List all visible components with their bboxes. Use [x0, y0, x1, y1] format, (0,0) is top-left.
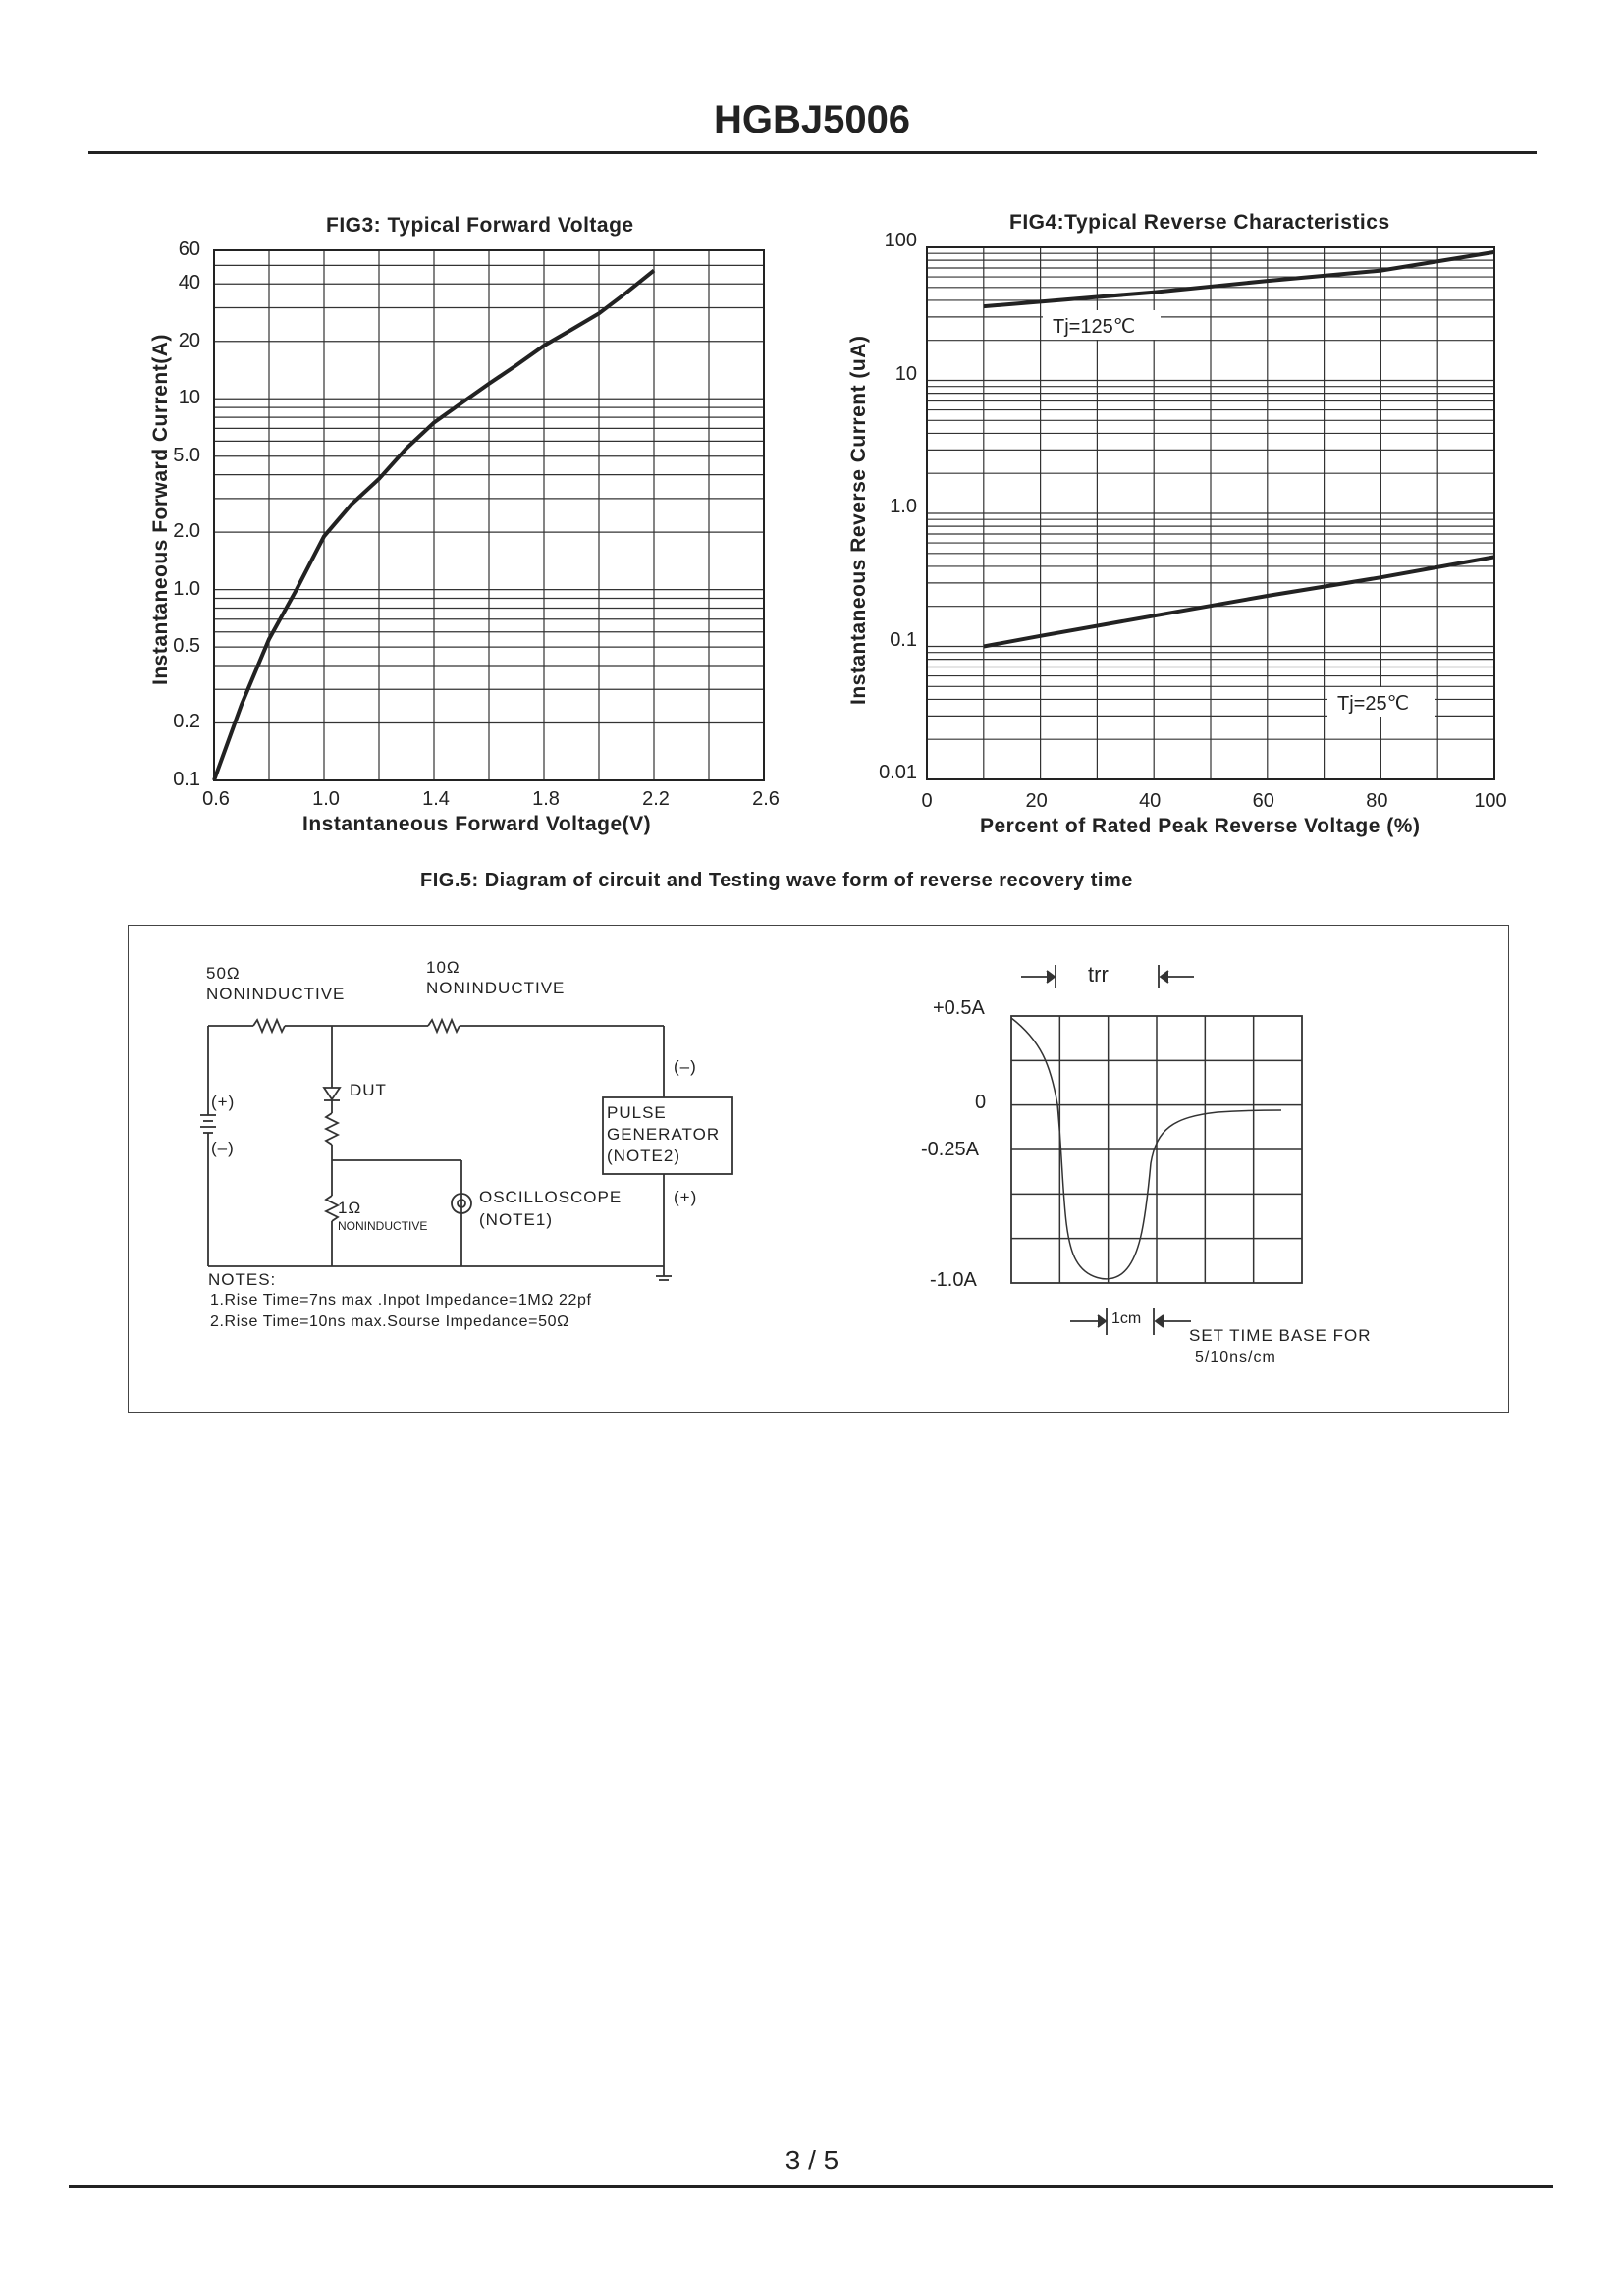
fig3-y-tick: 0.5: [173, 635, 200, 658]
timebase-line2: 5/10ns/cm: [1195, 1349, 1276, 1365]
fig3-y-tick: 20: [178, 329, 200, 351]
notes-title: NOTES:: [208, 1270, 277, 1289]
fig3-y-label: Instantaneous Forward Current(A): [149, 334, 172, 685]
pulse-generator-line2: GENERATOR: [607, 1125, 721, 1144]
fig3-y-tick: 5.0: [173, 444, 200, 466]
r1-type: NONINDUCTIVE: [338, 1219, 428, 1233]
level-minus-025: -0.25A: [921, 1139, 979, 1160]
fig4-annotation-tj125: Tj=125℃: [1053, 316, 1136, 338]
fig4-y-tick: 0.1: [890, 628, 917, 651]
fig4-x-tick: 100: [1474, 790, 1507, 812]
fig3-x-tick: 2.6: [752, 788, 780, 810]
r10-type: NONINDUCTIVE: [426, 979, 566, 997]
fig3-x-tick: 1.0: [312, 788, 340, 810]
fig4-x-tick: 0: [921, 790, 933, 812]
fig3-x-tick: 2.2: [642, 788, 670, 810]
timebase-line1: SET TIME BASE FOR: [1189, 1326, 1372, 1345]
level-zero: 0: [975, 1092, 987, 1113]
fig4-y-tick: 100: [884, 230, 917, 251]
pulse-generator-line1: PULSE: [607, 1103, 667, 1122]
r10-value: 10Ω: [426, 958, 460, 977]
fig4-x-tick: 60: [1252, 790, 1274, 812]
fig4-title: FIG4:Typical Reverse Characteristics: [1009, 211, 1390, 234]
battery-plus: (+): [211, 1093, 236, 1111]
fig4-x-tick: 80: [1366, 790, 1388, 812]
fig3-y-tick: 0.2: [173, 711, 200, 733]
pulse-generator-line3: (NOTE2): [607, 1147, 680, 1165]
fig3-y-tick: 2.0: [173, 520, 200, 543]
fig4-x-label: Percent of Rated Peak Reverse Voltage (%): [980, 815, 1421, 837]
fig4-y-tick: 1.0: [890, 496, 917, 517]
fig4-y-tick: 10: [894, 362, 917, 385]
fig4-x-tick: 40: [1139, 790, 1162, 812]
fig4-x-tick: 20: [1025, 790, 1048, 812]
one-cm-label: 1cm: [1111, 1310, 1142, 1327]
generator-plus: (+): [674, 1188, 698, 1206]
fig4-y-tick: 0.01: [879, 762, 917, 783]
fig3-title: FIG3: Typical Forward Voltage: [326, 214, 634, 237]
note-2: 2.Rise Time=10ns max.Sourse Impedance=50Ω: [210, 1313, 569, 1330]
fig5-waveform: [1011, 1018, 1281, 1279]
r50-value: 50Ω: [206, 964, 241, 983]
level-minus-1: -1.0A: [930, 1269, 977, 1291]
fig3-y-tick: 10: [178, 387, 200, 409]
fig3-y-tick: 60: [178, 239, 200, 260]
footer-rule: [69, 2185, 1553, 2188]
fig3-x-tick: 1.4: [422, 788, 450, 810]
dut-label: DUT: [350, 1081, 387, 1099]
level-plus-05: +0.5A: [933, 997, 985, 1019]
page-number: 3 / 5: [785, 2145, 839, 2175]
note-1: 1.Rise Time=7ns max .Inpot Impedance=1MΩ 22pf: [210, 1292, 592, 1308]
document-title: HGBJ5006: [713, 98, 911, 141]
r50-type: NONINDUCTIVE: [206, 985, 346, 1003]
fig4-annotation-tj25: Tj=25℃: [1337, 693, 1410, 715]
battery-minus: (–): [211, 1139, 235, 1157]
fig5-title: FIG.5: Diagram of circuit and Testing wave form of reverse recovery time: [420, 870, 1133, 891]
oscilloscope-line2: (NOTE1): [479, 1210, 553, 1229]
fig3-x-tick: 0.6: [202, 788, 230, 810]
generator-minus: (–): [674, 1057, 697, 1076]
oscilloscope-line1: OSCILLOSCOPE: [479, 1188, 623, 1206]
fig3-y-tick: 1.0: [173, 577, 200, 600]
fig3-x-tick: 1.8: [532, 788, 560, 810]
fig3-y-tick: 40: [178, 272, 200, 294]
fig4-y-label: Instantaneous Reverse Current (uA): [847, 335, 870, 705]
fig3-y-tick: 0.1: [173, 769, 200, 790]
trr-label: trr: [1088, 962, 1109, 987]
fig3-x-label: Instantaneous Forward Voltage(V): [302, 813, 652, 835]
r1-value: 1Ω: [338, 1199, 362, 1217]
